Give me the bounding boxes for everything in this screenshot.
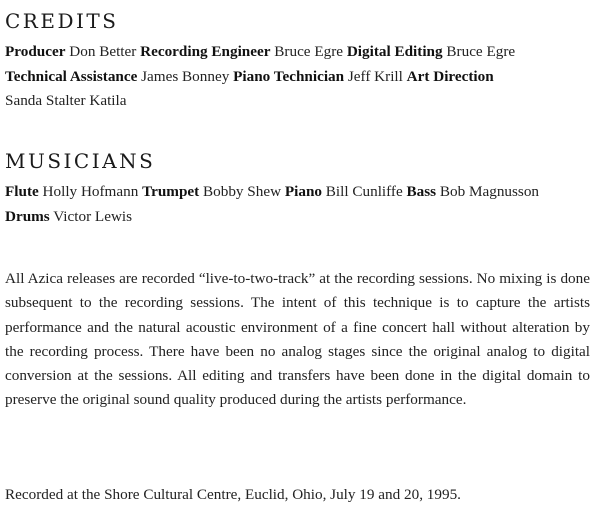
credit-name: Bruce Egre: [446, 43, 516, 60]
musician-instrument: Trumpet: [142, 183, 200, 200]
musician-name: Holly Hofmann: [42, 183, 139, 200]
musician-name: Bobby Shew: [203, 183, 282, 200]
credit-name: Sanda Stalter Katila: [5, 92, 127, 109]
musicians-list: [5, 180, 595, 229]
musician-name: Bill Cunliffe: [325, 183, 403, 200]
credits-heading: CREDITS: [5, 9, 119, 33]
musician-instrument: Piano: [284, 183, 322, 200]
musician-instrument: Flute: [5, 183, 39, 200]
credit-role: Technical Assistance: [5, 67, 138, 85]
credit-name: Don Better: [69, 43, 137, 60]
credit-name: Jeff Krill: [347, 67, 403, 85]
musician-instrument: Bass: [406, 183, 437, 200]
credit-name: James Bonney: [141, 67, 230, 85]
recording-note-paragraph: All Azica releases are recorded “live-to-two-track” at the recording sessions. No mixing is done subsequent to the recording sessions. The intent of this technique is to capture the artists performance and the natural acoustic environment of a fine concert hall without alteration by the recording process. There have been no analog stages since the original analog to digital conversion at the sessions. All editing and transfers have been done in the digital domain to preserve the original sound quality produced during the artists performance.: [5, 270, 590, 409]
musician-instrument: Drums: [5, 207, 50, 225]
recording-location-line: Recorded at the Shore Cultural Centre, Euclid, Ohio, July 19 and 20, 1995.: [5, 486, 461, 503]
musician-name: Victor Lewis: [53, 207, 133, 225]
credit-role: Producer: [5, 43, 66, 60]
credits-list: [5, 40, 595, 114]
credit-name: Bruce Egre: [274, 43, 344, 60]
credit-role: Piano Technician: [233, 67, 345, 85]
credit-role: Art Direction: [406, 67, 494, 85]
musician-name: Bob Magnusson: [439, 183, 540, 200]
credit-role: Recording Engineer: [140, 43, 271, 60]
musicians-heading: MUSICIANS: [5, 149, 156, 173]
credit-role: Digital Editing: [346, 43, 443, 60]
